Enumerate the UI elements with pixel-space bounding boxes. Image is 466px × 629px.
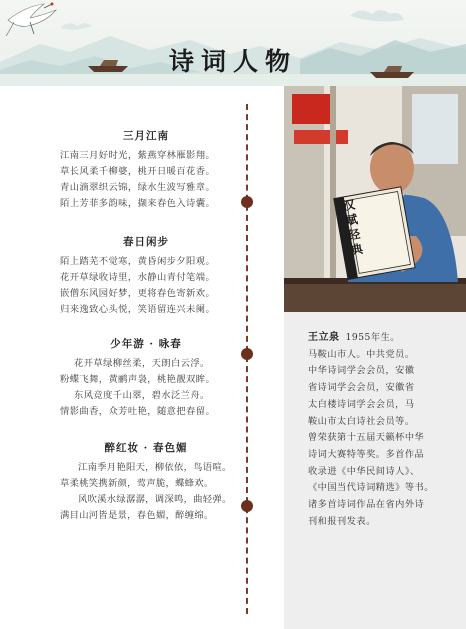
divider-dot [241, 348, 253, 360]
poem-block [60, 336, 232, 420]
poem-line: 陌上芳菲多韵味，撷来春色入诗囊。 [60, 198, 216, 209]
poem-line: 东风竞度千山翠，碧水泛兰舟。 [74, 390, 210, 401]
bio-line: 收录进《中华民间诗人》、 [308, 465, 420, 477]
poem-title: 醉红妆 · 春色媚 [104, 442, 188, 454]
bio-line: 《中国当代诗词精选》等书。 [308, 482, 434, 494]
header-banner [0, 0, 466, 86]
page-title: 诗词人物 [168, 47, 297, 76]
bio-line: 诗词大赛特等奖。多首作品 [308, 448, 425, 460]
poem-line: 陌上踏芜不觉寒，黄昏闲步夕阳观。 [60, 256, 216, 267]
author-name: 王立泉 [308, 332, 340, 343]
poem-line: 花开草绿柳丝柔，天朗白云浮。 [74, 358, 210, 369]
poem-paragraph: 江南季月艳阳天，柳依依，鸟语喧。草柔桃笑携新颜，莺声脆，蝶蜂欢。 [60, 462, 232, 489]
poem-block [60, 234, 232, 318]
bio-line: 中华诗词学会会员，安徽 [308, 365, 415, 377]
portrait-icon [284, 86, 466, 312]
bio-line: 太白楼诗词学会会员，马 [308, 398, 415, 410]
bio-line: 诸多首诗词作品在省内外诗 [308, 499, 425, 511]
bio-line: 省诗词学会会员，安徽省 [308, 382, 415, 394]
poem-line: 草长风柔千柳婆，桃开日暖百花香。 [60, 166, 216, 177]
bio-line: 1955年生。 [345, 332, 400, 343]
poem-line: 粉蝶飞舞，黄鹂声袅，桃艳靓双眸。 [60, 374, 216, 385]
poem-title: 春日闲步 [123, 236, 169, 248]
poem-line: 青山滴翠织云锦，绿水生波写雅章。 [60, 182, 216, 193]
poem-title: 少年游 · 咏春 [110, 338, 182, 350]
poem-block [60, 128, 232, 212]
book-title: 汉赋经典 [341, 197, 364, 258]
author-panel [284, 86, 466, 629]
poem-line: 江南三月好时光，紫燕穿林雁影翔。 [60, 150, 216, 161]
poem-line: 嵌僧东风园好梦，更将春色寄新欢。 [60, 288, 216, 299]
divider-dot [241, 196, 253, 208]
poem-line: 归来逸致心头悦，笑语留连兴未阑。 [60, 304, 216, 315]
poem-paragraph: 风吹溪水绿潺潺，调深鸣，曲轻弹。满目山河皆是景，春色媚，醉缠绵。 [60, 494, 232, 521]
divider-dot [241, 500, 253, 512]
crane-icon [6, 3, 56, 37]
bio-line: 马鞍山市人。中共党员。 [308, 348, 415, 360]
poem-title: 三月江南 [123, 130, 169, 142]
author-bio [308, 330, 458, 530]
poem-block [60, 440, 232, 524]
poem-line: 情影曲香，众芳吐艳，随意把春留。 [60, 406, 216, 417]
poem-line: 花开草绿收诗里，水静山青付笔端。 [60, 272, 216, 283]
author-photo [284, 86, 466, 312]
bio-line: 刊和报刊发表。 [308, 515, 376, 527]
bio-line: 鞍山市太白诗社会员等。 [308, 415, 415, 427]
bio-line: 曾荣获第十五届天籁杯中华 [308, 432, 425, 444]
